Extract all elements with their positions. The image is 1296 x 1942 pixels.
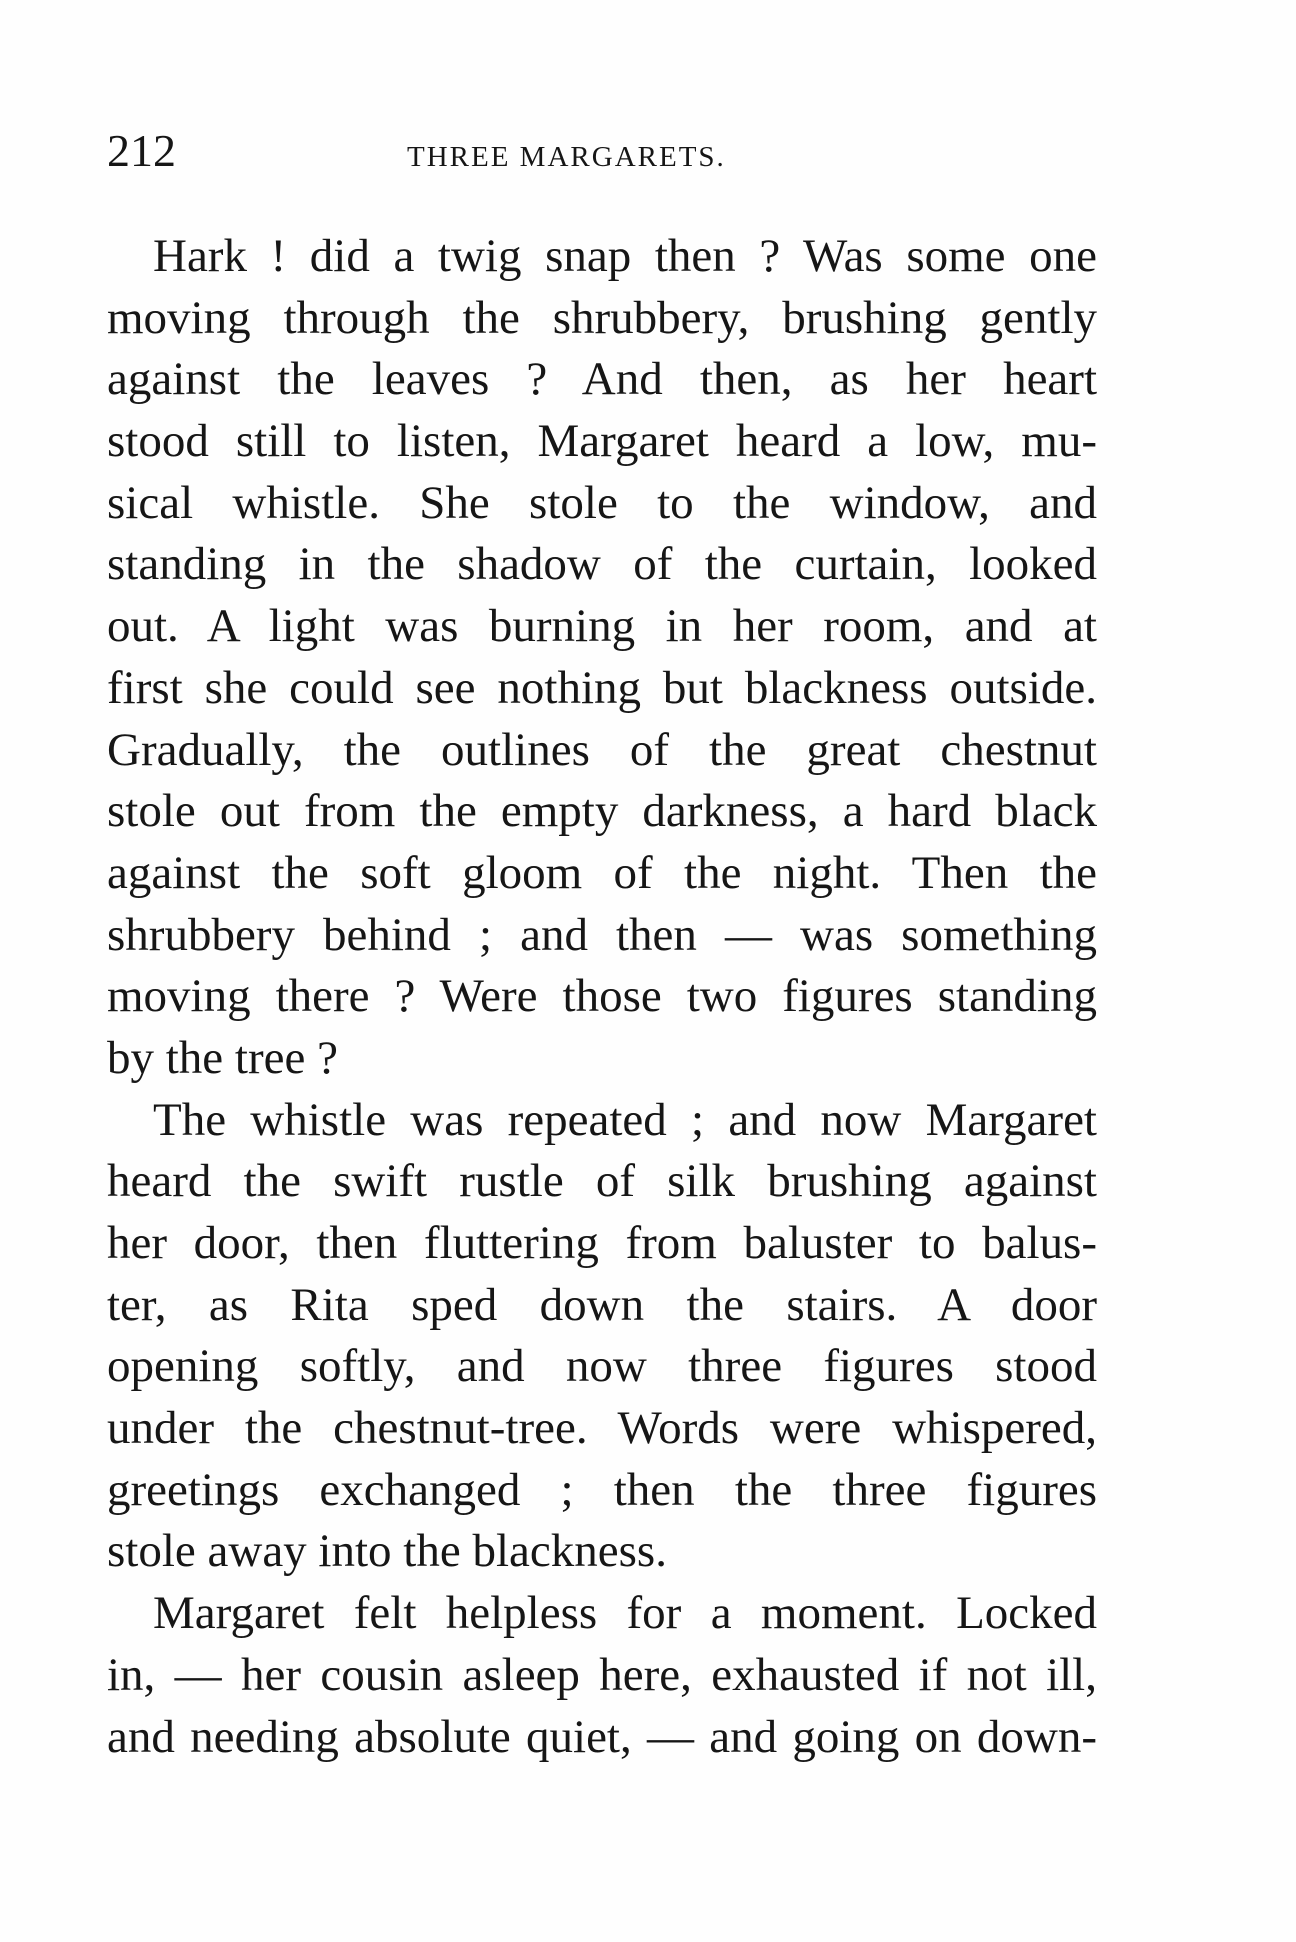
text-line: under the chestnut-tree. Words were whispered,: [107, 1402, 1097, 1455]
text-line: Hark ! did a twig snap then ? Was some one: [153, 230, 1097, 282]
text-line: stole away into the blackness.: [107, 1525, 667, 1578]
text-line: sical whistle. She stole to the window, and: [107, 476, 1097, 529]
text-line: stole out from the empty darkness, a hard black: [107, 785, 1097, 838]
text-line: standing in the shadow of the curtain, looked: [107, 538, 1097, 591]
paragraph-2: [107, 1090, 1097, 1584]
text-line: against the leaves ? And then, as her heart: [107, 353, 1097, 406]
text-line: against the soft gloom of the night. Then the: [107, 846, 1097, 899]
text-line: out. A light was burning in her room, and at: [107, 600, 1097, 653]
text-line: first she could see nothing but blackness outside.: [107, 661, 1097, 714]
text-line: Gradually, the outlines of the great chestnut: [107, 723, 1097, 776]
text-line: The whistle was repeated ; and now Margaret: [153, 1093, 1097, 1146]
text-line: ter, as Rita sped down the stairs. A door: [107, 1278, 1097, 1331]
body-text: [107, 226, 1097, 1768]
paragraph-1: [107, 226, 1097, 1090]
running-title: THREE MARGARETS.: [407, 141, 726, 173]
text-line: moving there ? Were those two figures standing: [107, 970, 1097, 1023]
text-line: greetings exchanged ; then the three figures: [107, 1463, 1097, 1516]
text-line: by the tree ?: [107, 1031, 338, 1084]
page-number: 212: [107, 125, 176, 176]
text-line: moving through the shrubbery, brushing gently: [107, 291, 1097, 344]
text-line: stood still to listen, Margaret heard a low, mu-: [107, 415, 1097, 468]
text-line: shrubbery behind ; and then — was something: [107, 908, 1097, 961]
text-line: in, — her cousin asleep here, exhausted if not ill,: [107, 1648, 1097, 1701]
text-line: opening softly, and now three figures stood: [107, 1340, 1097, 1393]
page-header: [107, 125, 797, 188]
text-line: her door, then fluttering from baluster to balus-: [107, 1217, 1097, 1269]
text-line: and needing absolute quiet, — and going on down-: [107, 1710, 1097, 1763]
text-line: Margaret felt helpless for a moment. Locked: [153, 1587, 1097, 1640]
text-line: heard the swift rustle of silk brushing against: [107, 1155, 1097, 1208]
paragraph-3: [107, 1583, 1097, 1768]
